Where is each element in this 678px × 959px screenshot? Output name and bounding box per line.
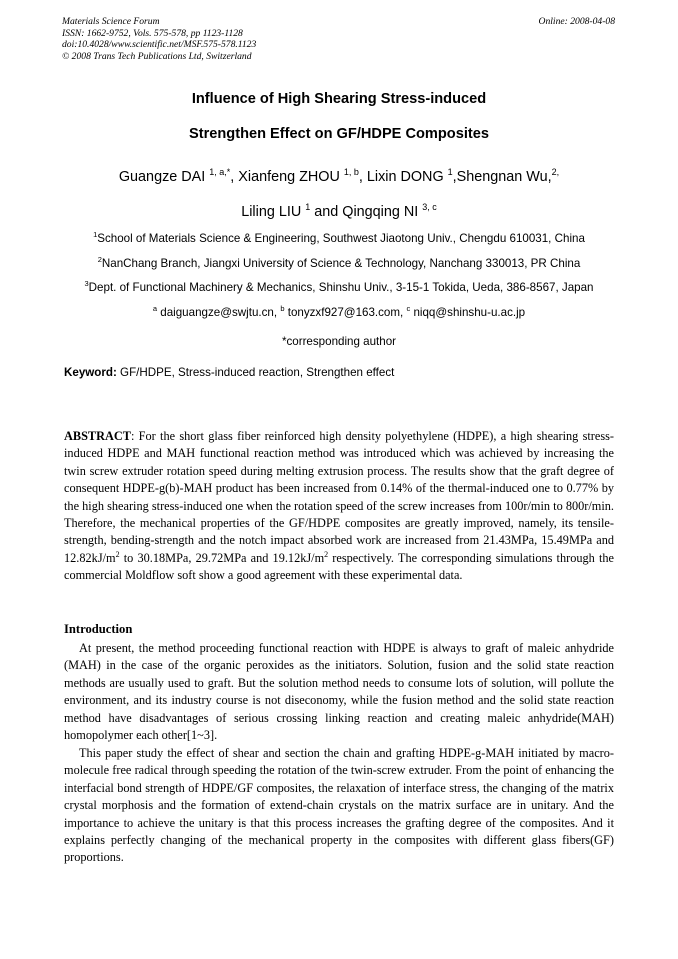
email-line <box>0 306 678 319</box>
author-name: , Xianfeng ZHOU <box>230 169 344 185</box>
author-line-1 <box>0 169 678 185</box>
affiliation-mark: 3 <box>84 279 89 288</box>
introduction-heading: Introduction <box>64 622 133 636</box>
affiliation-mark: 1 <box>93 230 98 239</box>
abstract-text-2: to 30.18MPa, 29.72MPa and 19.12kJ/m <box>119 550 325 565</box>
abstract-text-3: respectively. The corresponding simulations through the commercial Moldflow soft show a good agreement with these experimental data. <box>64 550 614 583</box>
email-address: niqq@shinshu-u.ac.jp <box>410 306 526 319</box>
paper-title-line-1: Influence of High Shearing Stress-induced <box>191 91 487 107</box>
abstract-text-1: : For the short glass fiber reinforced high density polyethylene (HDPE), a high shearing stress-induced HDPE and MAH functional reaction method was introduced which was achieved by increasing the twin screw extruder rotation speed during melting extrusion process. The results show that the graft degree of consequent HDPE-g(b)-MAH product has been increased from 0.14% of the thermal-induced one to 0.77% by the high shearing stress-induced one when the rotation speed of the screw increases from 100r/min to 800r/min. Therefore, the mechanical properties of the GF/HDPE composites are greatly improved, namely, its tensile-strength, bending-strength and the notch impact absorbed work are increased from 21.43MPa, 15.49MPa and 12.82kJ/m <box>64 429 614 565</box>
introduction-paragraph-1 <box>64 640 614 744</box>
affiliation-2 <box>0 257 678 270</box>
affiliation-text: School of Materials Science & Engineering, Southwest Jiaotong Univ., Chengdu 610031, China <box>97 232 585 245</box>
abstract-superscript: 2 <box>115 549 120 559</box>
affiliation-1 <box>0 232 678 245</box>
affiliation-mark: 2 <box>97 255 102 264</box>
affiliation-3 <box>0 281 678 294</box>
abstract-superscript: 2 <box>324 549 329 559</box>
author-affiliation-mark: 2, <box>551 167 560 177</box>
corresponding-author-note: *corresponding author <box>281 335 397 348</box>
email-mark: a <box>152 304 158 313</box>
abstract <box>64 428 614 585</box>
abstract-label: ABSTRACT <box>64 429 131 443</box>
paragraph-text: At present, the method proceeding functional reaction with HDPE is always to graft of maleic anhydride (MAH) in the case of the organic peroxides as the initiators. Solution, fusion and the solid state reaction methods are usually used to graft. But the solution method needs to consume lots of solution, will pollute the environment, and its industry course is not diseconomy, while the fusion method and the solid state reaction method have disadvantages of serious crossing linking reaction and creating maleic anhydride(MAH) homopolymer each other[1~3]. <box>64 641 614 743</box>
email-address: daiguangze@swjtu.cn, <box>157 306 281 319</box>
journal-header <box>62 16 256 62</box>
email-address: tonyzxf927@163.com, <box>284 306 407 319</box>
author-line-2 <box>0 204 678 220</box>
journal-name: Materials Science Forum <box>62 16 160 27</box>
keywords <box>64 366 394 379</box>
abstract-paragraph <box>64 428 614 585</box>
email-mark: b <box>280 304 285 313</box>
introduction-paragraph-2 <box>64 745 614 867</box>
author-affiliation-mark: 1, b <box>343 167 359 177</box>
author-name: and Qingqing NI <box>310 204 423 220</box>
issn-line: ISSN: 1662-9752, Vols. 575-578, pp 1123-1128 <box>62 27 243 39</box>
affiliation-text: NanChang Branch, Jiangxi University of Science & Technology, Nanchang 330013, PR China <box>101 257 581 270</box>
author-name: Guangze DAI <box>118 169 210 185</box>
author-name: Liling LIU <box>241 204 306 220</box>
doi-line: doi:10.4028/www.scientific.net/MSF.575-578.1123 <box>62 39 257 50</box>
author-affiliation-mark: 1 <box>447 167 453 177</box>
keyword-label: Keyword: <box>64 366 117 379</box>
email-mark: c <box>406 304 411 313</box>
online-date: Online: 2008-04-08 <box>538 16 615 27</box>
author-affiliation-mark: 1, a,* <box>209 167 231 177</box>
copyright-line: © 2008 Trans Tech Publications Ltd, Switzerland <box>62 50 252 62</box>
paper-title-line-2: Strengthen Effect on GF/HDPE Composites <box>188 126 489 142</box>
author-affiliation-mark: 1 <box>305 202 311 212</box>
author-name: , Lixin DONG <box>358 169 448 185</box>
author-name: ,Shengnan Wu, <box>452 169 552 185</box>
author-affiliation-mark: 3, c <box>422 202 437 212</box>
affiliation-text: Dept. of Functional Machinery & Mechanics, Shinshu Univ., 3-15-1 Tokida, Ueda, 386-8567, Japan <box>88 281 594 294</box>
paragraph-text: This paper study the effect of shear and section the chain and grafting HDPE-g-MAH initiated by macro-molecule free radical through speeding the rotation of the twin-screw extruder. From the point of enhancing the interfacial bond strength of HDPE/GF composites, the relaxation of interface stress, the changing of the matrix crystal morphosis and the formation of extend-chain crystals on the matrix surface are in unitary. And the importance to achieve the unitary is that this process increases the grafting degree of the composites. And it explains perfectly changing of the mechanical property in the composites with different glass fibers(GF) proportions. <box>64 746 614 865</box>
keyword-text: GF/HDPE, Stress-induced reaction, Strengthen effect <box>116 366 395 379</box>
